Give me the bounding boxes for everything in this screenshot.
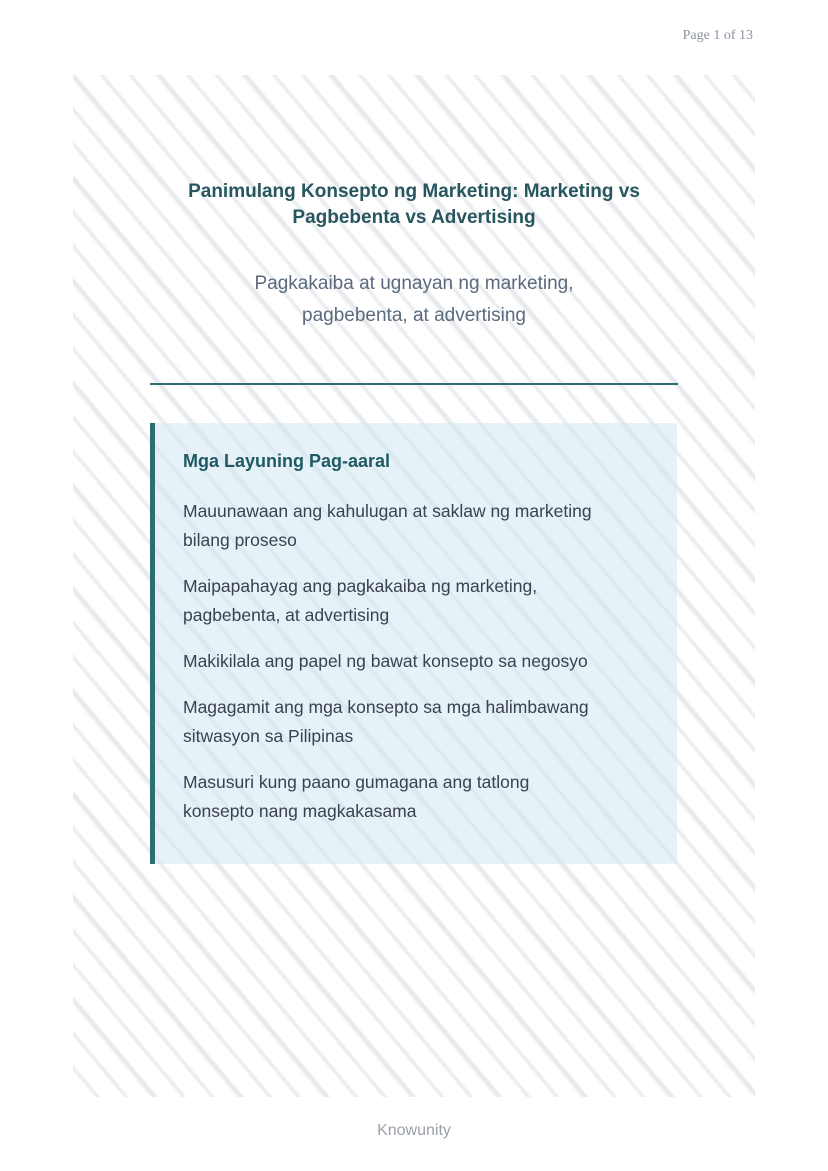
document-subtitle [73,268,755,332]
objective-item-2: Maipapahayag ang pagkakaiba ng marketing, pagbebenta, at advertising [183,576,538,625]
horizontal-divider [150,383,678,385]
striped-background-panel [73,75,755,1097]
objective-item-4: Magagamit ang mga konsepto sa mga halimbawang sitwasyon sa Pilipinas [183,697,589,746]
objective-item-3: Makikilala ang papel ng bawat konsepto sa negosyo [183,651,588,671]
subtitle-line-1: Pagkakaiba at ugnayan ng marketing, [254,273,574,294]
objective-item-5: Masusuri kung paano gumagana ang tatlong konsepto nang magkakasama [183,772,530,821]
title-line-1: Panimulang Konsepto ng Marketing: Marketing vs [188,181,640,202]
objective-item-1: Mauunawaan ang kahulugan at saklaw ng marketing bilang proseso [183,501,592,550]
document-title [73,179,755,231]
page-number: Page 1 of 13 [682,28,753,43]
title-line-2: Pagbebenta vs Advertising [292,207,536,228]
subtitle-line-2: pagbebenta, at advertising [302,305,526,326]
learning-objectives-box [150,423,677,864]
objectives-heading: Mga Layuning Pag-aaral [183,451,391,471]
footer-brand: Knowunity [377,1122,451,1139]
